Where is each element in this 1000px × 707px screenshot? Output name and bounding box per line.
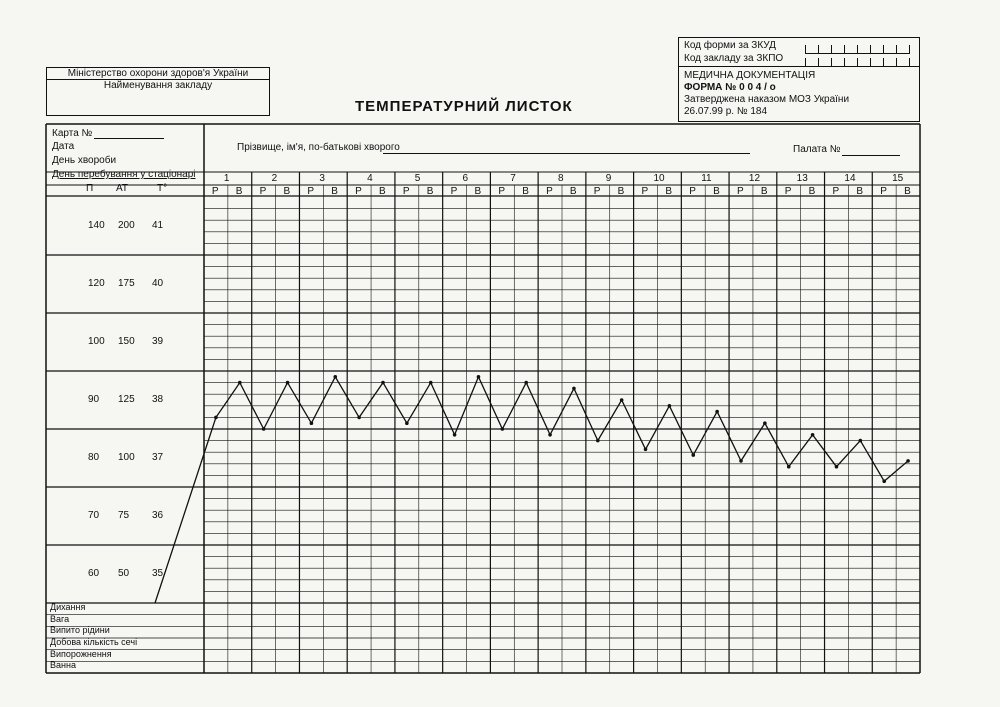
bp-header: АТ (116, 183, 128, 194)
day-label: 4 (367, 173, 373, 184)
ward-field[interactable] (842, 155, 900, 156)
bottom-row-label: Ванна (50, 660, 76, 671)
pulse-value: 90 (88, 394, 100, 405)
temperature-point (286, 381, 290, 385)
temperature-point (572, 387, 576, 391)
day-label: 7 (510, 173, 516, 184)
morning-label: Р (880, 186, 887, 197)
temperature-point (548, 433, 552, 437)
temperature-point (238, 381, 242, 385)
ministry-name: Міністерство охорони здоров'я України (67, 68, 249, 79)
card-field[interactable] (94, 138, 164, 139)
temperature-point (620, 398, 624, 402)
bp-value: 175 (118, 278, 135, 289)
evening-label: В (283, 186, 291, 197)
patient-label: Прізвище, ім'я, по-батькові хворого (237, 142, 400, 153)
temp-value: 41 (152, 220, 164, 231)
day-label: 1 (223, 173, 230, 184)
date-label: Дата (52, 141, 75, 152)
temp-header: Т° (157, 183, 168, 194)
morning-label: Р (450, 186, 458, 197)
temperature-point (381, 381, 385, 385)
bp-value: 50 (118, 568, 130, 579)
page-title: ТЕМПЕРАТУРНИЙ ЛИСТОК (355, 98, 573, 115)
day-label: 11 (701, 173, 712, 184)
day-label: 15 (892, 173, 904, 184)
pulse-value: 140 (88, 220, 105, 231)
temp-value: 39 (152, 336, 164, 347)
temperature-point (501, 427, 505, 431)
temperature-point (310, 421, 314, 425)
patient-field[interactable] (383, 153, 750, 154)
temperature-point (691, 453, 695, 457)
morning-label: Р (784, 186, 792, 197)
temperature-point (811, 433, 815, 437)
approval-date: 26.07.99 р. № 184 (684, 106, 768, 117)
bottom-row-label: Вага (50, 613, 70, 624)
temperature-point (429, 381, 433, 385)
stay-day-label: День перебування у стаціонарі (52, 169, 196, 180)
evening-label: В (522, 186, 529, 197)
bp-value: 125 (118, 394, 135, 405)
evening-label: В (569, 186, 577, 197)
temp-value: 38 (152, 394, 164, 405)
temperature-point (763, 421, 767, 425)
zkud-label: Код форми за ЗКУД (684, 40, 776, 51)
pulse-value: 120 (88, 278, 105, 289)
temperature-point (787, 465, 791, 469)
day-label: 2 (271, 173, 278, 184)
temp-value: 35 (152, 568, 164, 579)
temperature-point (333, 375, 337, 379)
evening-label: В (379, 186, 386, 197)
temperature-point (906, 459, 910, 463)
bottom-row-label: Випорожнення (50, 648, 112, 659)
morning-label: Р (259, 186, 267, 197)
bottom-row-label: Добова кількість сечі (50, 637, 138, 647)
day-label: 12 (748, 173, 761, 184)
morning-label: Р (832, 186, 840, 197)
temperature-point (668, 404, 672, 408)
day-label: 10 (653, 173, 665, 184)
morning-label: Р (498, 186, 505, 197)
morning-label: Р (546, 186, 553, 197)
day-label: 8 (558, 173, 564, 184)
zkpo-label: Код закладу за ЗКПО (684, 53, 784, 64)
pulse-value: 100 (88, 336, 105, 347)
bp-value: 75 (118, 510, 130, 521)
temperature-point (859, 439, 863, 443)
temperature-point (405, 421, 409, 425)
temperature-line (155, 377, 908, 603)
evening-label: В (713, 186, 720, 197)
day-label: 5 (414, 173, 421, 184)
pulse-header: П (86, 183, 94, 194)
temperature-point (477, 375, 481, 379)
morning-label: Р (593, 186, 601, 197)
institution-name-label: Найменування закладу (47, 79, 269, 91)
bp-value: 100 (118, 452, 135, 463)
day-label: 14 (844, 173, 856, 184)
temp-value: 37 (152, 452, 164, 463)
pulse-value: 80 (88, 452, 100, 463)
temperature-point (739, 459, 743, 463)
ward-label: Палата № (793, 144, 841, 155)
morning-label: Р (211, 186, 219, 197)
illness-day-label: День хвороби (52, 155, 117, 166)
meddoc-label: МЕДИЧНА ДОКУМЕНТАЦІЯ (684, 70, 816, 81)
bp-value: 150 (118, 336, 135, 347)
pulse-value: 60 (88, 568, 100, 579)
evening-label: В (760, 186, 768, 197)
card-label: Карта № (52, 128, 93, 139)
temp-value: 40 (152, 278, 164, 289)
temperature-point (835, 465, 839, 469)
morning-label: Р (307, 186, 315, 197)
day-label: 3 (319, 173, 325, 184)
evening-label: В (665, 186, 673, 197)
form-number: ФОРМА № 0 0 4 / о (684, 82, 776, 93)
temperature-point (644, 448, 648, 452)
temperature-point (262, 427, 266, 431)
temperature-point (214, 416, 218, 420)
evening-label: В (426, 186, 434, 197)
evening-label: В (474, 186, 482, 197)
temperature-point (715, 410, 719, 414)
day-label: 6 (462, 173, 469, 184)
day-label: 9 (605, 173, 612, 184)
morning-label: Р (689, 186, 696, 197)
approval-text: Затверджена наказом МОЗ України (684, 94, 850, 105)
temperature-point (882, 479, 886, 483)
pulse-value: 70 (88, 510, 100, 521)
morning-label: Р (737, 186, 744, 197)
day-label: 13 (796, 173, 808, 184)
evening-label: В (331, 186, 338, 197)
bp-value: 200 (118, 220, 135, 231)
temperature-point (596, 439, 600, 443)
evening-label: В (856, 186, 863, 197)
temperature-point (357, 416, 361, 420)
morning-label: Р (641, 186, 649, 197)
evening-label: В (617, 186, 625, 197)
evening-label: В (904, 186, 911, 197)
bottom-row-label: Випито рідини (50, 625, 110, 636)
temp-value: 36 (152, 510, 164, 521)
morning-label: Р (355, 186, 362, 197)
evening-label: В (808, 186, 816, 197)
temperature-point (453, 433, 457, 437)
temperature-point (524, 381, 528, 385)
bottom-row-label: Дихання (50, 602, 86, 612)
evening-label: В (235, 186, 243, 197)
morning-label: Р (402, 186, 410, 197)
